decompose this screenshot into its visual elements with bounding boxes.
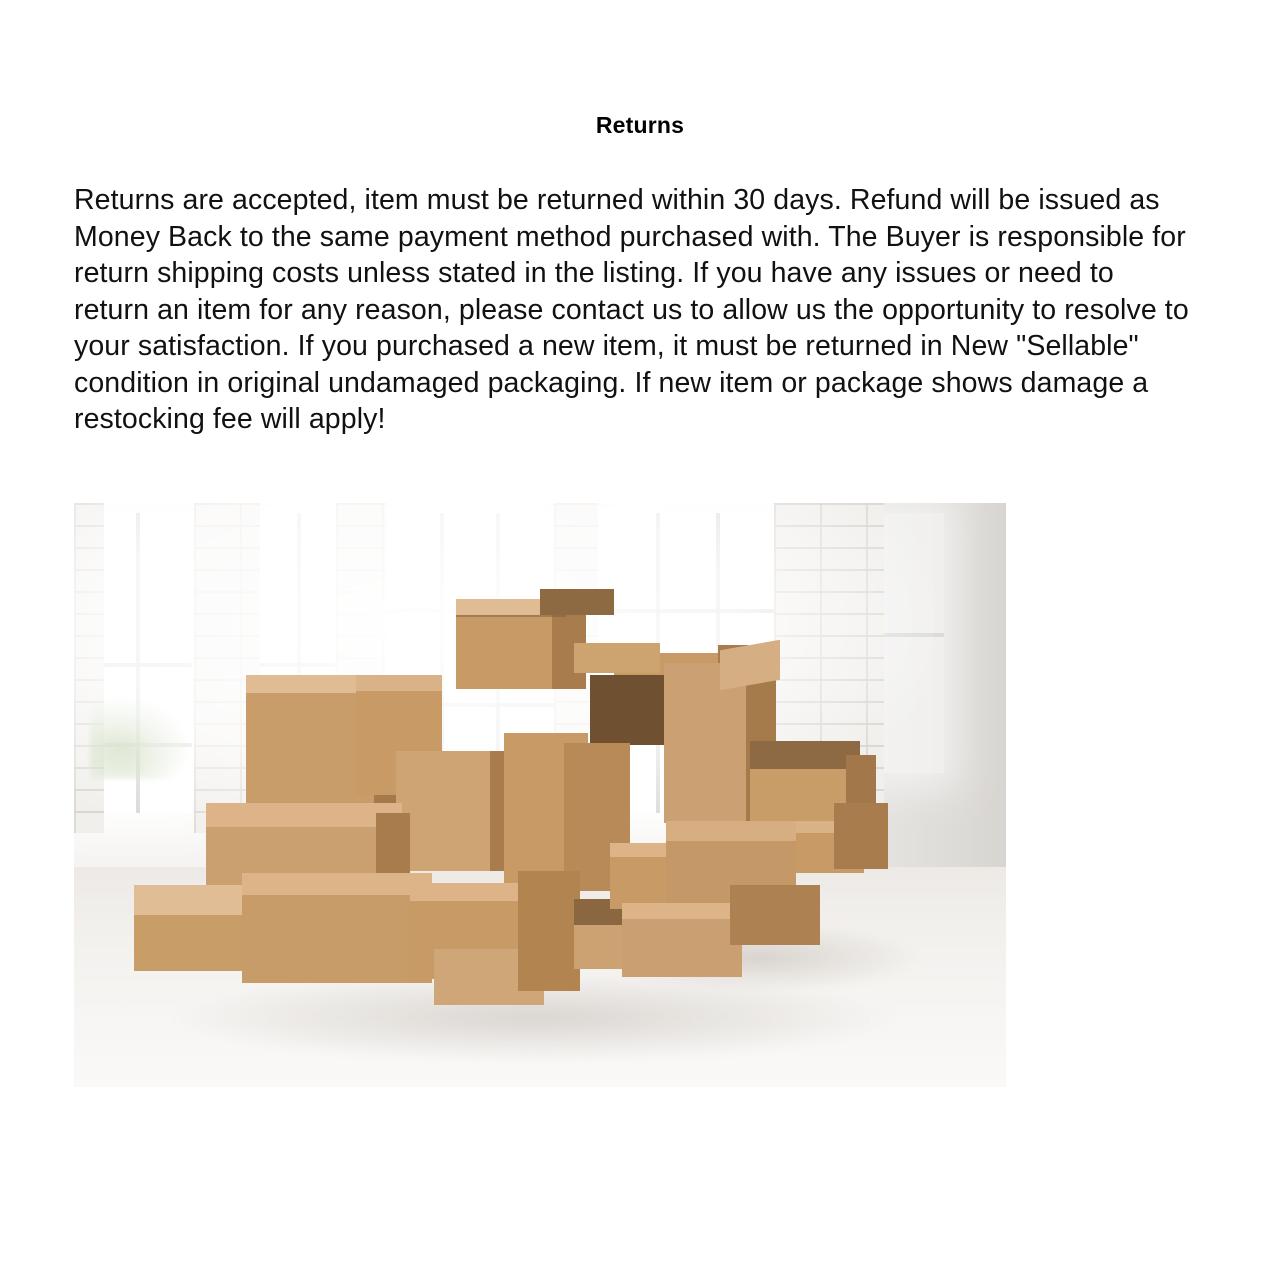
cardboard-box	[242, 873, 432, 983]
boxes-photo	[74, 503, 1006, 1087]
cardboard-box	[574, 643, 660, 673]
box-open-flap	[540, 589, 614, 615]
window-pane-5	[884, 513, 944, 773]
cardboard-box	[834, 803, 888, 869]
cardboard-box	[518, 871, 580, 991]
cardboard-box	[730, 885, 820, 945]
cardboard-box	[396, 751, 506, 871]
brick-column	[74, 503, 104, 833]
page-title: Returns	[595, 112, 685, 138]
cardboard-box	[664, 663, 760, 823]
room-background	[74, 503, 1006, 1087]
returns-policy-text: Returns are accepted, item must be returned within 30 days. Refund will be issued as Money Back to the same payment method purchased with. The Buyer is responsible for return shipping costs unless stated in the listing. If you have any issues or need to return an item for any reason, please contact us to allow us the opportunity to resolve to your satisfaction. If you purchased a new item, it must be returned in New "Sellable" condition in original undamaged packaging. If new item or package shows damage a restocking fee will apply!	[74, 184, 1189, 435]
outdoor-greenery	[90, 699, 186, 779]
cardboard-box	[622, 903, 742, 977]
